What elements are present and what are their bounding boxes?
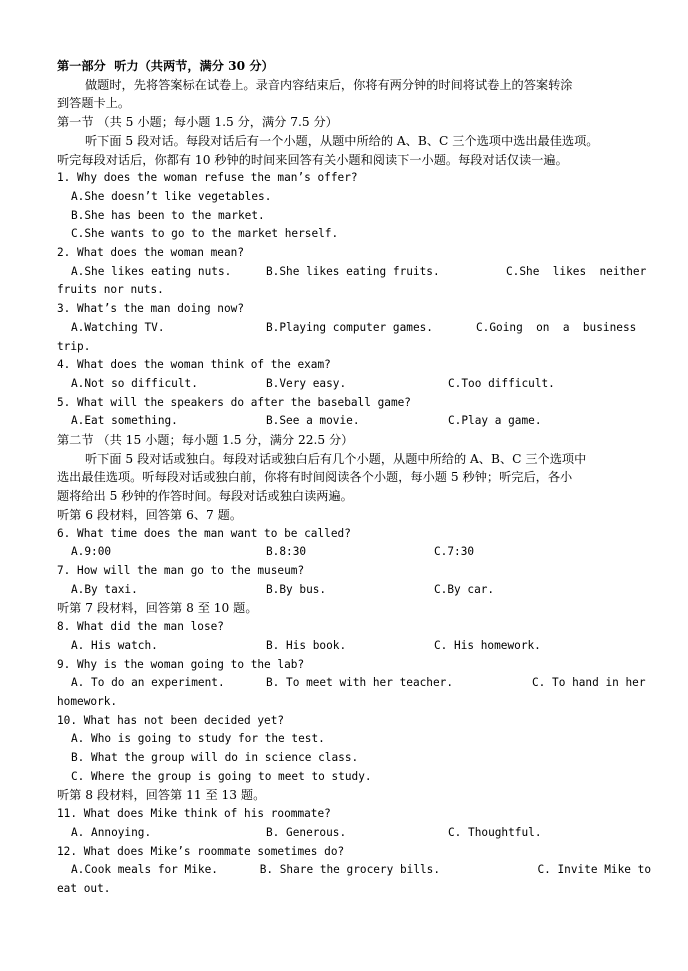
question-5-option-c: C.Play a game. xyxy=(448,414,542,428)
question-7-option-a: A.By taxi. xyxy=(71,582,138,596)
question-7-options xyxy=(57,581,651,600)
question-12-option-c: C. Invite Mike to xyxy=(537,863,651,877)
section2-heading: 第二节 （共 15 小题；每小题 1.5 分，满分 22.5 分） xyxy=(57,433,354,448)
question-7: 7. How will the man go to the museum? xyxy=(57,563,305,577)
section2-instructions-3: 题将给出 5 秒钟的作答时间。每段对话或独白读两遍。 xyxy=(57,489,353,504)
section2-instructions-1: 听下面 5 段对话或独白。每段对话或独白后有几个小题，从题中所给的 A、B、C 三个选项中 xyxy=(85,451,587,466)
section1-instructions-1: 听下面 5 段对话。每段对话后有一个小题，从题中所给的 A、B、C 三个选项中选出最佳选项。 xyxy=(85,133,599,148)
part1-intro-line-2: 到答题卡上。 xyxy=(57,96,131,111)
question-9-option-b: B. To meet with her teacher. xyxy=(266,676,454,690)
question-8: 8. What did the man lose? xyxy=(57,620,224,634)
question-5-option-a: A.Eat something. xyxy=(71,414,178,428)
question-6-option-c: C.7:30 xyxy=(434,545,475,559)
question-7-option-b: B.By bus. xyxy=(266,582,327,596)
question-4-option-a: A.Not so difficult. xyxy=(71,376,198,390)
question-5: 5. What will the speakers do after the baseball game? xyxy=(57,395,411,409)
question-2-option-a: A.She likes eating nuts. xyxy=(71,264,232,278)
question-9-option-c-cont: homework. xyxy=(57,694,118,708)
material-7-heading: 听第 7 段材料，回答第 8 至 10 题。 xyxy=(57,601,258,616)
question-8-option-c: C. His homework. xyxy=(434,638,541,652)
question-3-option-a: A.Watching TV. xyxy=(71,320,165,334)
question-4: 4. What does the woman think of the exam? xyxy=(57,358,331,372)
section2-instructions-2: 选出最佳选项。听每段对话或独白前，你将有时间阅读各个小题，每小题 5 秒钟；听完后，各小 xyxy=(57,470,573,485)
material-8-heading: 听第 8 段材料，回答第 11 至 13 题。 xyxy=(57,788,266,803)
question-10-option-a: A. Who is going to study for the test. xyxy=(71,732,325,746)
question-9-option-c: C. To hand in her xyxy=(532,676,646,690)
exam-page xyxy=(57,57,651,899)
question-4-options xyxy=(57,375,651,394)
section1-instructions-2: 听完每段对话后，你都有 10 秒钟的时间来回答有关小题和阅读下一小题。每段对话仅读一遍。 xyxy=(57,152,568,167)
question-9: 9. Why is the woman going to the lab? xyxy=(57,657,305,671)
question-9-option-a: A. To do an experiment. xyxy=(71,676,225,690)
question-11-option-b: B. Generous. xyxy=(266,825,347,839)
part1-intro-line-1: 做题时，先将答案标在试卷上。录音内容结束后，你将有两分钟的时间将试卷上的答案转涂 xyxy=(85,77,573,92)
question-11-option-c: C. Thoughtful. xyxy=(448,825,542,839)
question-1-option-a: A.She doesn’t like vegetables. xyxy=(71,189,272,203)
question-10: 10. What has not been decided yet? xyxy=(57,713,285,727)
question-2-option-b: B.She likes eating fruits. xyxy=(266,264,440,278)
material-6-heading: 听第 6 段材料，回答第 6、7 题。 xyxy=(57,507,243,522)
question-2-option-c: C.She likes neither xyxy=(506,264,647,278)
question-7-option-c: C.By car. xyxy=(434,582,495,596)
question-5-options xyxy=(57,412,651,431)
question-2-option-c-cont: fruits nor nuts. xyxy=(57,283,164,297)
question-12-options xyxy=(57,861,651,880)
question-3-option-b: B.Playing computer games. xyxy=(266,320,433,334)
question-12: 12. What does Mike’s roommate sometimes do? xyxy=(57,844,345,858)
question-1-option-c: C.She wants to go to the market herself. xyxy=(71,227,339,241)
question-6: 6. What time does the man want to be called? xyxy=(57,526,351,540)
question-9-options xyxy=(57,674,651,693)
question-10-option-b: B. What the group will do in science class. xyxy=(71,751,359,765)
question-10-option-c: C. Where the group is going to meet to study. xyxy=(71,769,372,783)
question-12-option-b: B. Share the grocery bills. xyxy=(259,863,441,877)
question-6-option-b: B.8:30 xyxy=(266,545,307,559)
question-1: 1. Why does the woman refuse the man’s offer? xyxy=(57,171,358,185)
question-5-option-b: B.See a movie. xyxy=(266,414,360,428)
question-6-option-a: A.9:00 xyxy=(71,545,112,559)
question-8-option-b: B. His book. xyxy=(266,638,347,652)
question-3-option-c-cont: trip. xyxy=(57,339,91,353)
question-11: 11. What does Mike think of his roommate? xyxy=(57,807,331,821)
question-3: 3. What’s the man doing now? xyxy=(57,302,245,316)
question-8-options xyxy=(57,637,651,656)
question-4-option-c: C.Too difficult. xyxy=(448,376,555,390)
question-2-options xyxy=(57,263,651,282)
section1-heading: 第一节 （共 5 小题；每小题 1.5 分，满分 7.5 分） xyxy=(57,115,338,130)
question-6-options xyxy=(57,543,651,562)
part1-heading: 第一部分 听力（共两节，满分 30 分） xyxy=(57,59,274,73)
question-2: 2. What does the woman mean? xyxy=(57,246,245,260)
question-1-option-b: B.She has been to the market. xyxy=(71,208,265,222)
question-3-option-c: C.Going on a business xyxy=(476,320,637,334)
question-4-option-b: B.Very easy. xyxy=(266,376,347,390)
question-3-options xyxy=(57,319,651,338)
question-8-option-a: A. His watch. xyxy=(71,638,158,652)
question-12-option-c-cont: eat out. xyxy=(57,881,111,895)
question-11-option-a: A. Annoying. xyxy=(71,825,152,839)
question-11-options xyxy=(57,824,651,843)
question-12-option-a: A.Cook meals for Mike. xyxy=(71,863,218,877)
